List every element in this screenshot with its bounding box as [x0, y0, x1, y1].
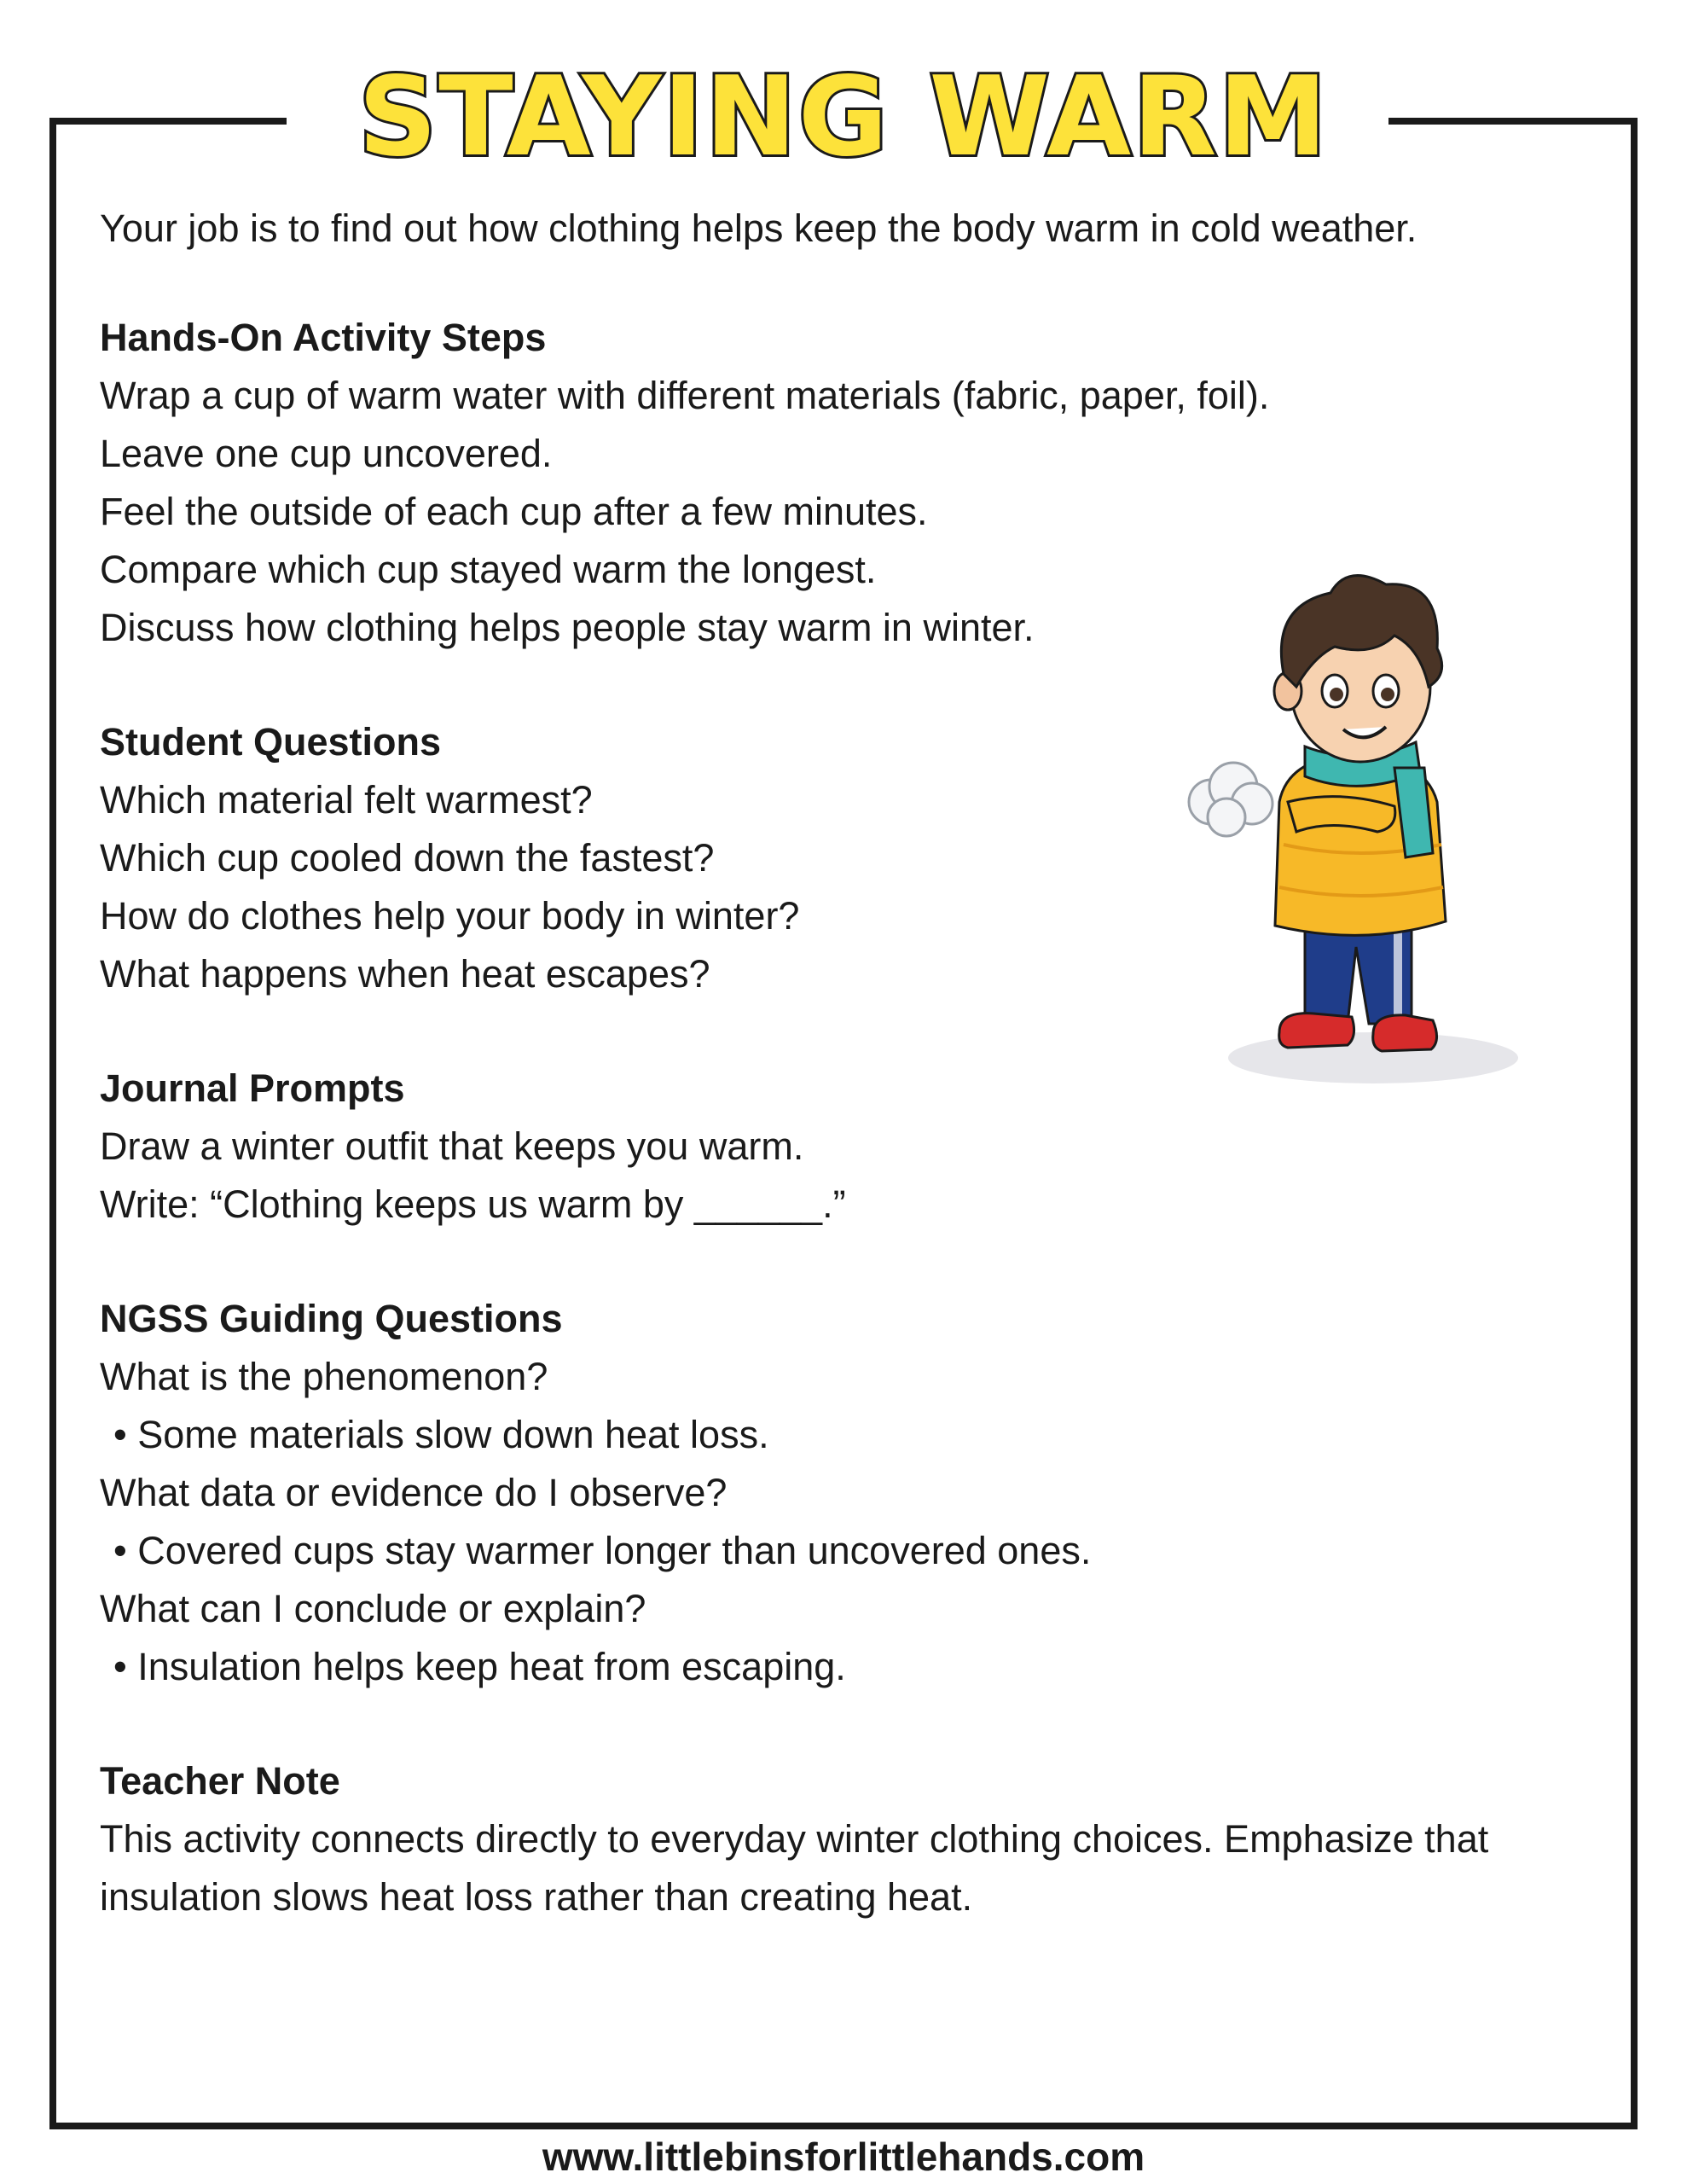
section-ngss-questions	[100, 1290, 1567, 1696]
bullet-item: • Some materials slow down heat loss.	[113, 1413, 769, 1456]
section-heading: Journal Prompts	[100, 1066, 405, 1110]
list-item: What happens when heat escapes?	[100, 952, 710, 996]
list-item: Feel the outside of each cup after a few minutes.	[100, 490, 928, 533]
list-item: What can I conclude or explain?	[100, 1587, 646, 1630]
list-item: How do clothes help your body in winter?	[100, 894, 800, 938]
list-item: Write: “Clothing keeps us warm by ______.”	[100, 1182, 846, 1226]
section-heading: Student Questions	[100, 720, 442, 764]
section-heading: Teacher Note	[100, 1759, 340, 1803]
list-item: What data or evidence do I observe?	[100, 1471, 728, 1514]
list-item: Draw a winter outfit that keeps you warm.	[100, 1124, 804, 1168]
cold-boy-illustration	[1177, 546, 1535, 1092]
list-item: Which material felt warmest?	[100, 778, 593, 822]
section-teacher-note	[100, 1752, 1567, 1926]
bullet-item: • Insulation helps keep heat from escaping.	[113, 1645, 846, 1688]
list-item: Which cup cooled down the fastest?	[100, 836, 715, 880]
intro-text: Your job is to find out how clothing helps keep the body warm in cold weather.	[100, 206, 1417, 250]
section-heading: NGSS Guiding Questions	[100, 1297, 563, 1340]
bullet-item: • Covered cups stay warmer longer than uncovered ones.	[113, 1529, 1092, 1572]
page-title: STAYING WARM	[358, 54, 1329, 181]
section-heading: Hands-On Activity Steps	[100, 316, 547, 359]
list-item: Wrap a cup of warm water with different materials (fabric, paper, foil).	[100, 374, 1270, 417]
teacher-note-text: This activity connects directly to everyday winter clothing choices. Emphasize that insulation slows heat loss rather than creating heat.	[100, 1817, 1489, 1919]
list-item: Leave one cup uncovered.	[100, 432, 553, 475]
list-item: What is the phenomenon?	[100, 1355, 548, 1398]
list-item: Discuss how clothing helps people stay warm in winter.	[100, 606, 1035, 649]
list-item: Compare which cup stayed warm the longest.	[100, 548, 877, 591]
footer-url: www.littlebinsforlittlehands.com	[542, 2135, 1145, 2179]
